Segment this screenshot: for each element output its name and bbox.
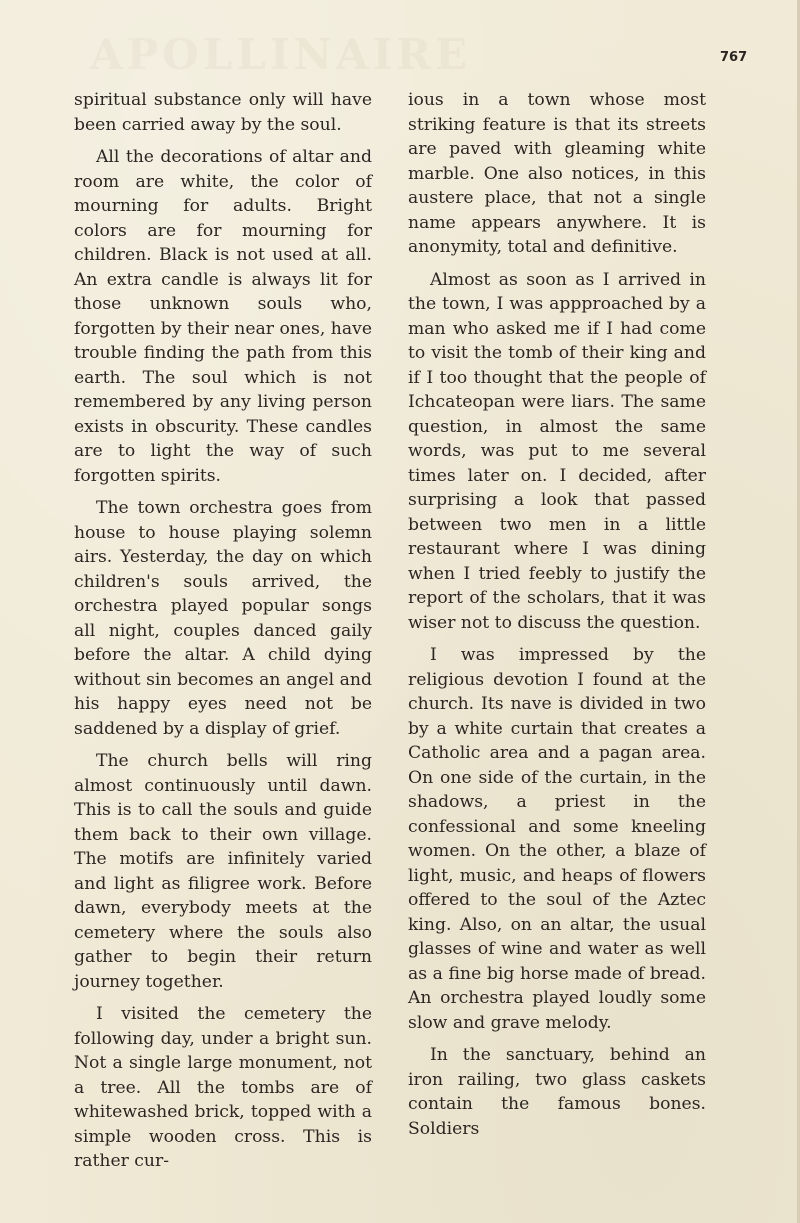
page-number: 767 [720,50,748,65]
paragraph: In the sanctuary, behind an iron railing, two glass caskets contain the famous bones. Soldiers [408,1045,706,1139]
paragraph: spiritual substance only will have been carried away by the soul. [74,90,372,135]
paragraph: The town orchestra goes from house to house playing solemn airs. Yesterday, the day on which children's souls arrived, the orchestra played popular songs all night, couples danced gaily before the altar. A child dying without sin becomes an angel and his happy eyes need not be saddened by a display of grief. [74,498,372,739]
paragraph: ious in a town whose most striking feature is that its streets are paved with gleaming white marble. One also notices, in this austere place, that not a single name appears anywhere. It is anonymity, total and definitive. [408,90,706,257]
paragraph: I visited the cemetery the following day, under a bright sun. Not a single large monument, not a tree. All the tombs are of whitewashed brick, topped with a simple wooden cross. This is rather cur- [74,1004,372,1171]
paragraph: The church bells will ring almost continuously until dawn. This is to call the souls and guide them back to their own village. The motifs are infinitely varied and light as filigree work. Before dawn, everybody meets at the cemetery where the souls also gather to begin their return journey together. [74,751,372,992]
right-text-column [408,88,706,1149]
paragraph: I was impressed by the religious devotion I found at the church. Its nave is divided in two by a white curtain that creates a Catholic area and a pagan area. On one side of the curtain, in the shadows, a priest in the confessional and some kneeling women. On the other, a blaze of light, music, and heaps of flowers offered to the soul of the Aztec king. Also, on an altar, the usual glasses of wine and water as well as a fine big horse made of bread. An orchestra played loudly some slow and grave melody. [408,645,706,1033]
left-text-column [74,88,372,1182]
paragraph: All the decorations of altar and room are white, the color of mourning for adults. Bright colors are for mourning for children. Black is not used at all. An extra candle is always lit for those unknown souls who, forgotten by their near ones, have trouble finding the path from this earth. The soul which is not remembered by any living person exists in obscurity. These candles are to light the way of such forgotten spirits. [74,147,372,486]
paragraph: Almost as soon as I arrived in the town, I was appproached by a man who asked me if I had come to visit the tomb of their king and if I too thought that the people of Ichcateopan were liars. The same question, in almost the same words, was put to me several times later on. I decided, after surprising a look that passed between two men in a little restaurant where I was dining when I tried feebly to justify the report of the scholars, that it was wiser not to discuss the question. [408,269,706,633]
running-head-bleed-through: APOLLINAIRE [90,30,472,79]
